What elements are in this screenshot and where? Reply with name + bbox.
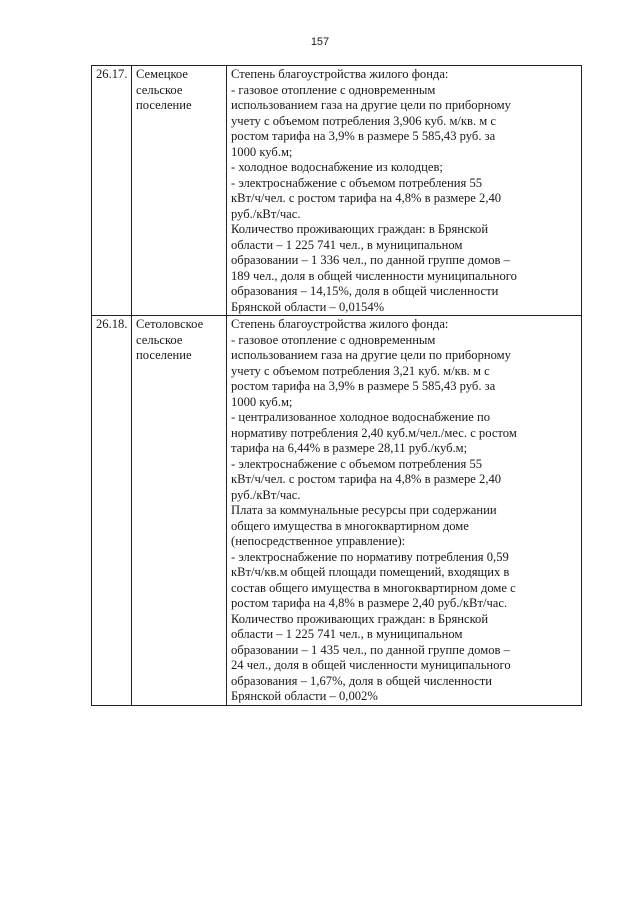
- description-line: нормативу потребления 2,40 куб.м/чел./мес. с ростом: [231, 425, 517, 440]
- settlement-name-line: Сетоловское: [136, 317, 204, 331]
- description-line: состав общего имущества в многоквартирном доме с: [231, 580, 516, 595]
- description-line: 1000 куб.м;: [231, 144, 293, 159]
- page-number: 157: [310, 36, 330, 48]
- settlement-name: [132, 316, 227, 706]
- settlement-description: [227, 66, 582, 316]
- description-line: руб./кВт/час.: [231, 487, 301, 502]
- table-row: [92, 316, 582, 706]
- description-line: ростом тарифа на 3,9% в размере 5 585,43 руб. за: [231, 379, 496, 393]
- row-number: 26.18.: [92, 316, 132, 706]
- description-line: - газовое отопление с одновременным: [231, 332, 436, 347]
- description-line: тарифа на 6,44% в размере 28,11 руб./куб.м;: [231, 441, 468, 455]
- description-line: Брянской области – 0,0154%: [231, 299, 385, 314]
- settlement-name-line: Семецкое: [136, 67, 188, 81]
- description-line: области – 1 225 741 чел., в муниципальном: [231, 237, 463, 252]
- description-line: кВт/ч/кв.м общей площади помещений, входящих в: [231, 565, 510, 579]
- description-line: общего имущества в многоквартирном доме: [231, 518, 469, 533]
- description-line: - электроснабжение с объемом потребления 55: [231, 175, 483, 190]
- description-line: образования – 1,67%, доля в общей численности: [231, 673, 493, 688]
- description-line: - централизованное холодное водоснабжение по: [231, 410, 491, 424]
- description-line: 1000 куб.м;: [231, 394, 293, 409]
- description-line: образовании – 1 435 чел., по данной группе домов –: [231, 642, 510, 657]
- settlement-name: [132, 66, 227, 316]
- description-line: Количество проживающих граждан: в Брянской: [231, 611, 489, 626]
- description-line: руб./кВт/час.: [231, 206, 301, 221]
- description-line: 189 чел., доля в общей численности муниципального: [231, 268, 517, 283]
- description-line: Степень благоустройства жилого фонда:: [231, 317, 449, 331]
- row-number: 26.17.: [92, 66, 132, 316]
- settlement-name-line: сельское: [136, 332, 183, 347]
- description-line: - холодное водоснабжение из колодцев;: [231, 160, 443, 174]
- description-line: кВт/ч/чел. с ростом тарифа на 4,8% в размере 2,40: [231, 472, 502, 486]
- description-line: кВт/ч/чел. с ростом тарифа на 4,8% в размере 2,40: [231, 191, 502, 205]
- description-line: ростом тарифа на 3,9% в размере 5 585,43 руб. за: [231, 129, 496, 143]
- description-line: (непосредственное управление):: [231, 534, 406, 548]
- description-line: учету с объемом потребления 3,21 куб. м/кв. м с: [231, 363, 490, 378]
- description-line: - электроснабжение по нормативу потребления 0,59: [231, 549, 509, 564]
- description-line: - газовое отопление с одновременным: [231, 82, 436, 97]
- description-line: образовании – 1 336 чел., по данной группе домов –: [231, 253, 510, 267]
- description-line: Брянской области – 0,002%: [231, 689, 378, 703]
- settlement-name-line: сельское: [136, 82, 183, 97]
- settlement-description: [227, 316, 582, 706]
- tariff-table: [91, 65, 582, 706]
- settlement-name-line: поселение: [136, 98, 192, 112]
- description-line: - электроснабжение с объемом потребления 55: [231, 456, 483, 471]
- description-line: учету с объемом потребления 3,906 куб. м/кв. м с: [231, 113, 496, 128]
- description-line: Количество проживающих граждан: в Брянской: [231, 222, 489, 236]
- settlement-name-line: поселение: [136, 348, 192, 362]
- description-line: использованием газа на другие цели по приборному: [231, 98, 511, 112]
- description-line: ростом тарифа на 4,8% в размере 2,40 руб./кВт/час.: [231, 596, 508, 610]
- description-line: использованием газа на другие цели по приборному: [231, 348, 511, 362]
- table-row: [92, 66, 582, 316]
- description-line: Плата за коммунальные ресурсы при содержании: [231, 503, 497, 517]
- description-line: Степень благоустройства жилого фонда:: [231, 67, 449, 81]
- description-line: 24 чел., доля в общей численности муниципального: [231, 658, 511, 672]
- description-line: области – 1 225 741 чел., в муниципальном: [231, 627, 463, 641]
- description-line: образования – 14,15%, доля в общей численности: [231, 284, 499, 298]
